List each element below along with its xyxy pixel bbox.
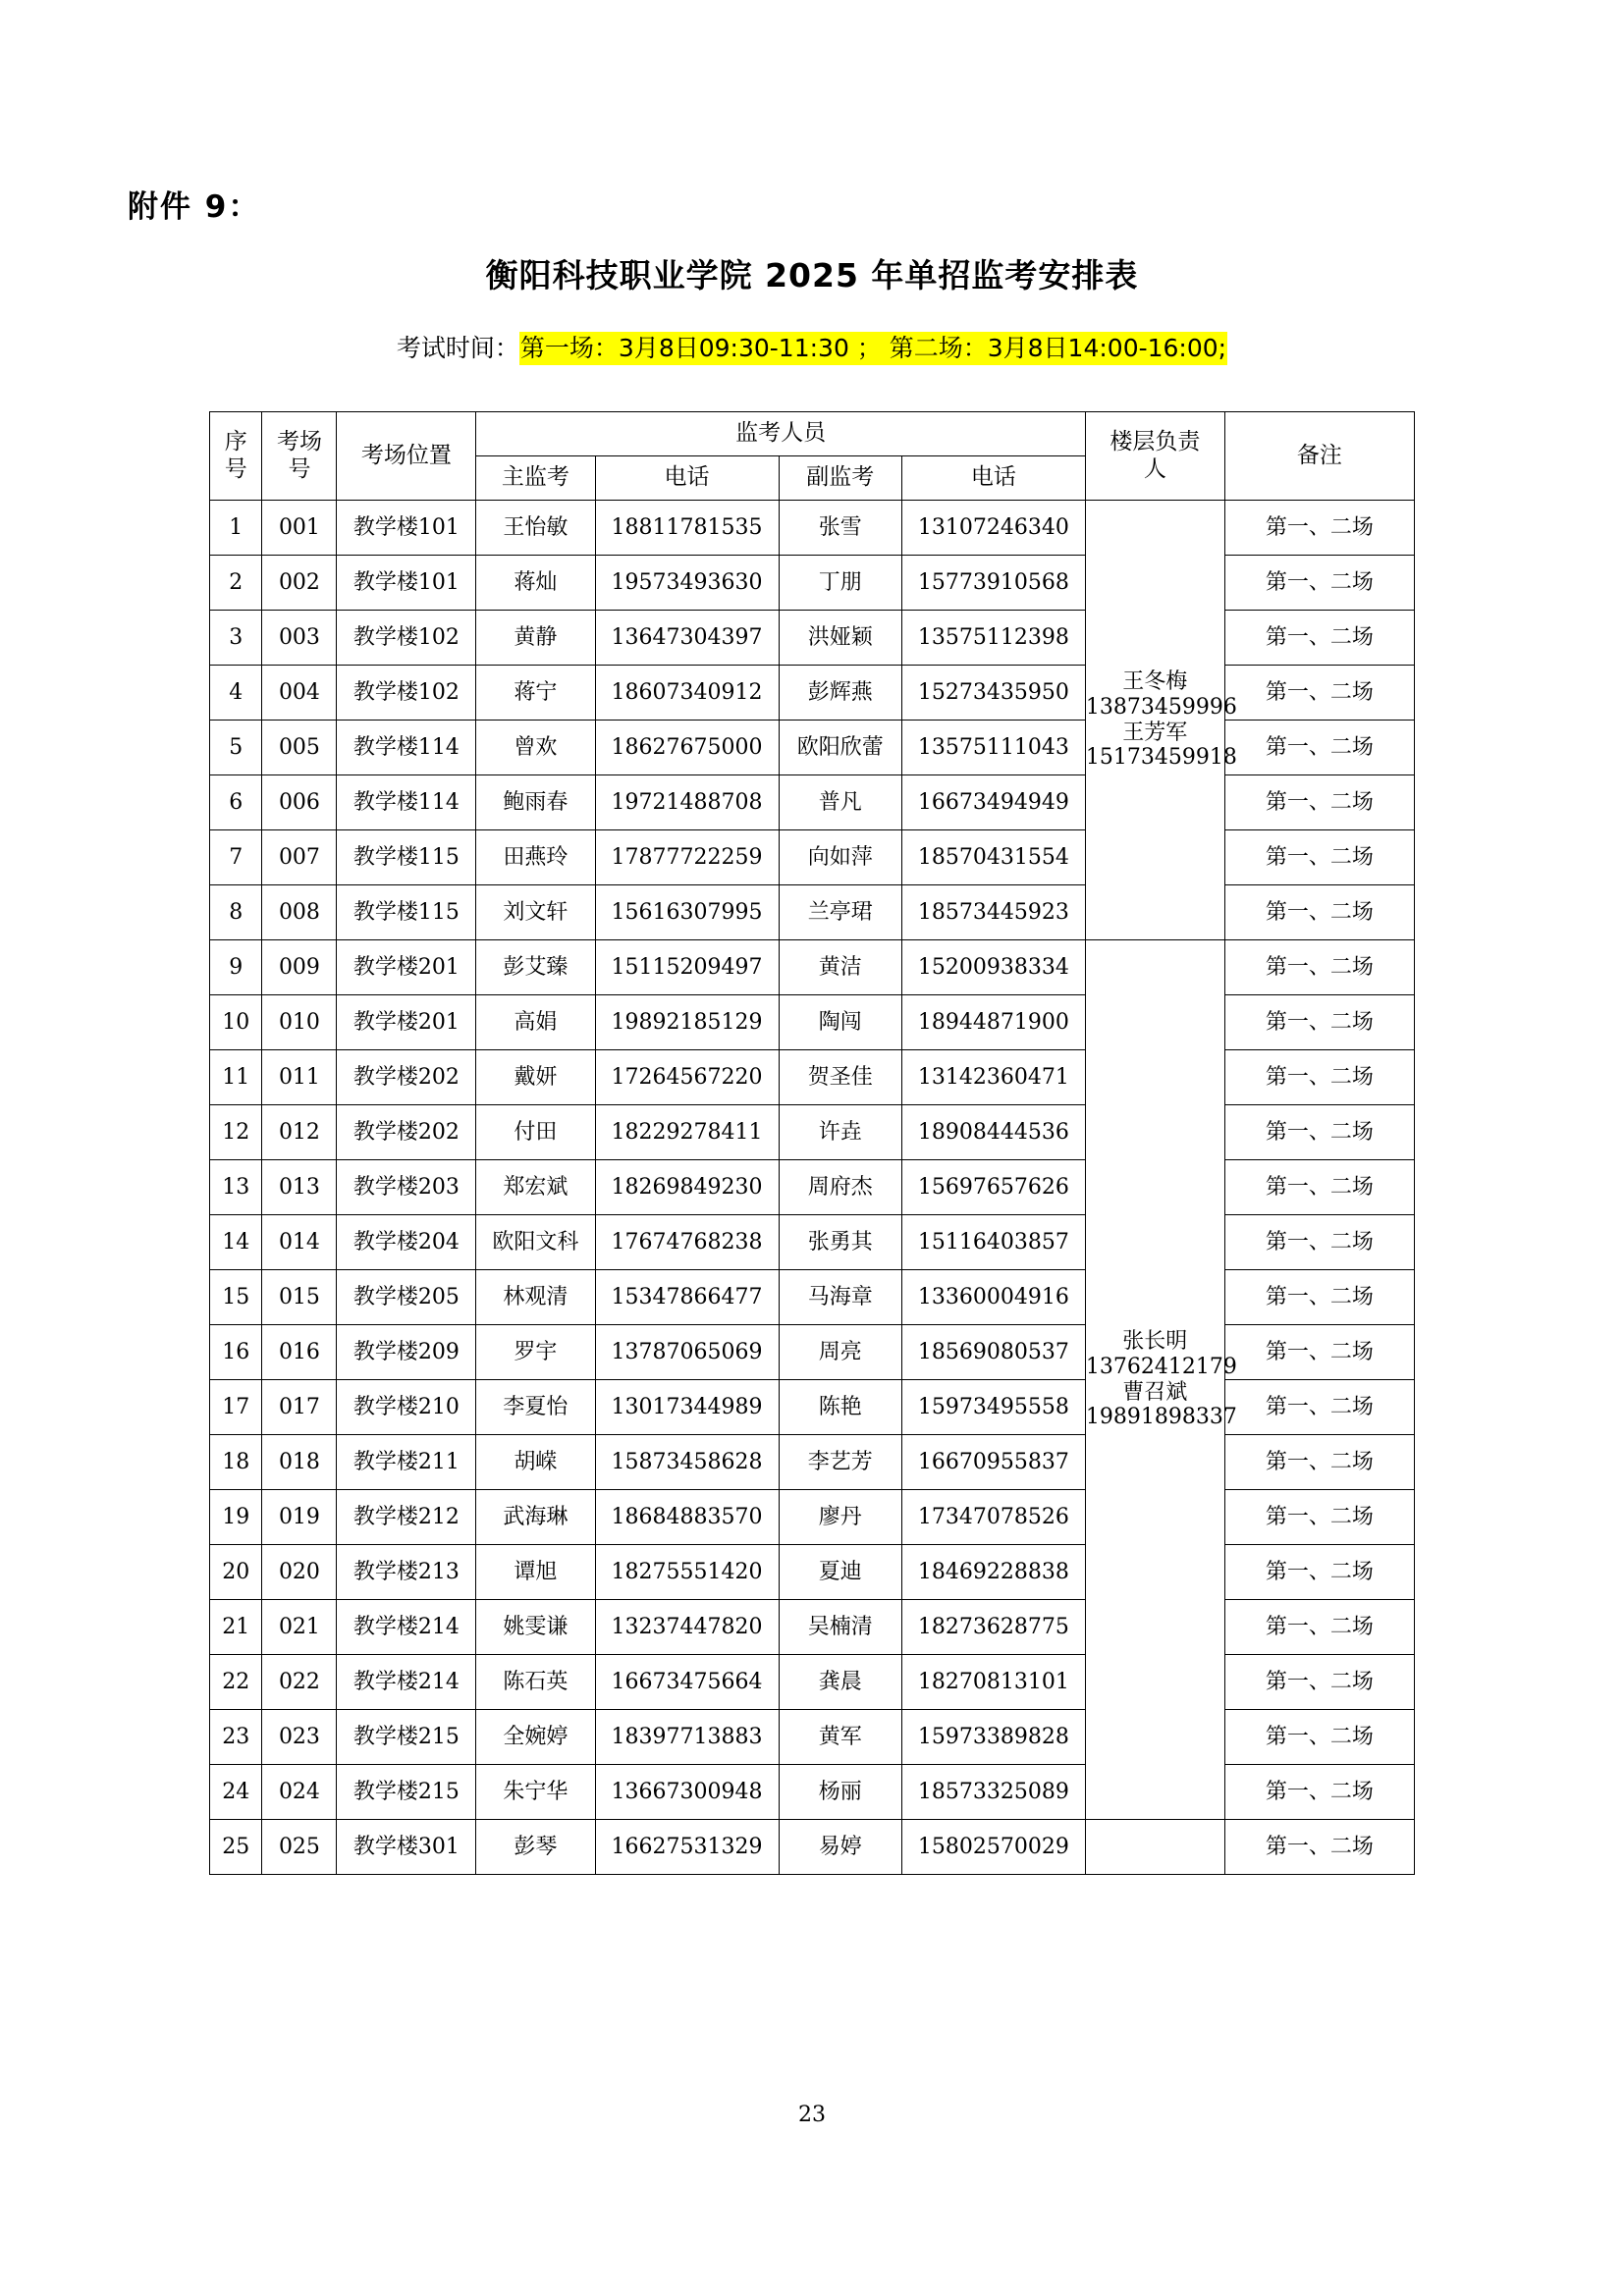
- cell-deputy-proctor: 陶闯: [779, 995, 901, 1050]
- cell-chief-proctor: 欧阳文科: [476, 1215, 595, 1270]
- cell-location: 教学楼202: [337, 1050, 476, 1105]
- cell-chief-phone: 19573493630: [595, 556, 779, 611]
- cell-room-number: 008: [262, 885, 337, 940]
- cell-deputy-proctor: 黄军: [779, 1710, 901, 1765]
- table-row: [210, 830, 1415, 885]
- cell-location: 教学楼203: [337, 1160, 476, 1215]
- cell-deputy-phone: 15973495558: [901, 1380, 1085, 1435]
- cell-chief-proctor: 彭琴: [476, 1820, 595, 1875]
- cell-deputy-phone: 18573325089: [901, 1765, 1085, 1820]
- cell-location: 教学楼201: [337, 940, 476, 995]
- cell-location: 教学楼211: [337, 1435, 476, 1490]
- cell-location: 教学楼101: [337, 501, 476, 556]
- header-chief-phone: 电话: [595, 456, 779, 501]
- cell-chief-phone: 13787065069: [595, 1325, 779, 1380]
- cell-location: 教学楼205: [337, 1270, 476, 1325]
- cell-chief-proctor: 李夏怡: [476, 1380, 595, 1435]
- cell-chief-phone: 18607340912: [595, 666, 779, 721]
- cell-chief-phone: 17674768238: [595, 1215, 779, 1270]
- cell-location: 教学楼209: [337, 1325, 476, 1380]
- header-floor-lead-line2: 人: [1143, 455, 1166, 482]
- cell-chief-phone: 18684883570: [595, 1490, 779, 1545]
- cell-chief-proctor: 陈石英: [476, 1655, 595, 1710]
- cell-remark: 第一、二场: [1224, 1710, 1414, 1765]
- table-row: [210, 775, 1415, 830]
- cell-location: 教学楼114: [337, 721, 476, 775]
- cell-chief-phone: 13667300948: [595, 1765, 779, 1820]
- table-row: [210, 1655, 1415, 1710]
- cell-chief-phone: 18627675000: [595, 721, 779, 775]
- cell-chief-phone: 15115209497: [595, 940, 779, 995]
- cell-room-number: 005: [262, 721, 337, 775]
- cell-chief-proctor: 姚雯谦: [476, 1600, 595, 1655]
- cell-remark: 第一、二场: [1224, 885, 1414, 940]
- cell-seq: 1: [210, 501, 262, 556]
- cell-room-number: 023: [262, 1710, 337, 1765]
- cell-seq: 2: [210, 556, 262, 611]
- table-row: [210, 1710, 1415, 1765]
- cell-chief-proctor: 鲍雨春: [476, 775, 595, 830]
- cell-seq: 7: [210, 830, 262, 885]
- cell-remark: 第一、二场: [1224, 830, 1414, 885]
- cell-chief-phone: 16673475664: [595, 1655, 779, 1710]
- exam-time-line: [0, 329, 1624, 364]
- cell-deputy-proctor: 夏迪: [779, 1545, 901, 1600]
- cell-chief-proctor: 田燕玲: [476, 830, 595, 885]
- cell-deputy-phone: 15697657626: [901, 1160, 1085, 1215]
- cell-chief-phone: 13017344989: [595, 1380, 779, 1435]
- cell-chief-proctor: 刘文轩: [476, 885, 595, 940]
- cell-deputy-proctor: 普凡: [779, 775, 901, 830]
- header-deputy-proctor: 副监考: [779, 456, 901, 501]
- cell-remark: 第一、二场: [1224, 1050, 1414, 1105]
- cell-deputy-proctor: 吴楠清: [779, 1600, 901, 1655]
- cell-seq: 3: [210, 611, 262, 666]
- cell-remark: 第一、二场: [1224, 775, 1414, 830]
- cell-room-number: 011: [262, 1050, 337, 1105]
- cell-deputy-proctor: 彭辉燕: [779, 666, 901, 721]
- cell-remark: 第一、二场: [1224, 1270, 1414, 1325]
- cell-remark: 第一、二场: [1224, 1765, 1414, 1820]
- cell-seq: 20: [210, 1545, 262, 1600]
- cell-deputy-phone: 15802570029: [901, 1820, 1085, 1875]
- cell-deputy-phone: 16670955837: [901, 1435, 1085, 1490]
- cell-room-number: 017: [262, 1380, 337, 1435]
- header-floor-lead-line1: 楼层负责: [1110, 429, 1201, 455]
- exam-time-highlight: 第一场：3月8日09:30-11:30 ； 第二场：3月8日14:00-16:00;: [519, 332, 1227, 365]
- cell-remark: 第一、二场: [1224, 1325, 1414, 1380]
- cell-deputy-proctor: 陈艳: [779, 1380, 901, 1435]
- cell-chief-proctor: 戴妍: [476, 1050, 595, 1105]
- cell-deputy-proctor: 黄洁: [779, 940, 901, 995]
- cell-deputy-proctor: 洪娅颖: [779, 611, 901, 666]
- cell-remark: 第一、二场: [1224, 666, 1414, 721]
- header-seq: [210, 412, 262, 501]
- cell-room-number: 016: [262, 1325, 337, 1380]
- table-header: [210, 412, 1415, 501]
- cell-deputy-phone: 17347078526: [901, 1490, 1085, 1545]
- table-row: [210, 1270, 1415, 1325]
- cell-deputy-proctor: 许垚: [779, 1105, 901, 1160]
- cell-location: 教学楼210: [337, 1380, 476, 1435]
- cell-room-number: 009: [262, 940, 337, 995]
- cell-seq: 10: [210, 995, 262, 1050]
- cell-floor-lead: [1085, 501, 1237, 940]
- cell-location: 教学楼114: [337, 775, 476, 830]
- table-row: [210, 1215, 1415, 1270]
- cell-deputy-phone: 18569080537: [901, 1325, 1085, 1380]
- cell-deputy-phone: 18908444536: [901, 1105, 1085, 1160]
- proctor-schedule-table: [209, 411, 1415, 1875]
- table-row: [210, 1490, 1415, 1545]
- cell-room-number: 001: [262, 501, 337, 556]
- cell-room-number: 022: [262, 1655, 337, 1710]
- cell-deputy-phone: 15773910568: [901, 556, 1085, 611]
- cell-chief-phone: 19892185129: [595, 995, 779, 1050]
- cell-deputy-proctor: 向如萍: [779, 830, 901, 885]
- cell-deputy-proctor: 李艺芳: [779, 1435, 901, 1490]
- cell-room-number: 003: [262, 611, 337, 666]
- cell-room-number: 019: [262, 1490, 337, 1545]
- cell-deputy-phone: 13360004916: [901, 1270, 1085, 1325]
- cell-location: 教学楼201: [337, 995, 476, 1050]
- cell-location: 教学楼301: [337, 1820, 476, 1875]
- table-row: [210, 1435, 1415, 1490]
- cell-chief-proctor: 王怡敏: [476, 501, 595, 556]
- cell-chief-phone: 16627531329: [595, 1820, 779, 1875]
- cell-chief-proctor: 郑宏斌: [476, 1160, 595, 1215]
- cell-chief-phone: 18269849230: [595, 1160, 779, 1215]
- floor-lead-name: 张长明: [1122, 1328, 1188, 1354]
- header-location: 考场位置: [337, 412, 476, 501]
- cell-remark: 第一、二场: [1224, 1600, 1414, 1655]
- cell-location: 教学楼115: [337, 885, 476, 940]
- cell-location: 教学楼212: [337, 1490, 476, 1545]
- cell-chief-proctor: 蒋灿: [476, 556, 595, 611]
- cell-seq: 24: [210, 1765, 262, 1820]
- cell-seq: 13: [210, 1160, 262, 1215]
- cell-room-number: 020: [262, 1545, 337, 1600]
- cell-chief-proctor: 谭旭: [476, 1545, 595, 1600]
- cell-chief-proctor: 胡嵘: [476, 1435, 595, 1490]
- cell-room-number: 025: [262, 1820, 337, 1875]
- cell-remark: 第一、二场: [1224, 1490, 1414, 1545]
- cell-deputy-phone: 18944871900: [901, 995, 1085, 1050]
- cell-seq: 14: [210, 1215, 262, 1270]
- cell-deputy-phone: 13575111043: [901, 721, 1085, 775]
- cell-remark: 第一、二场: [1224, 1655, 1414, 1710]
- cell-deputy-phone: 13107246340: [901, 501, 1085, 556]
- cell-seq: 16: [210, 1325, 262, 1380]
- cell-deputy-phone: 13575112398: [901, 611, 1085, 666]
- cell-remark: 第一、二场: [1224, 1545, 1414, 1600]
- table-row: [210, 1160, 1415, 1215]
- cell-room-number: 024: [262, 1765, 337, 1820]
- header-floor-lead: [1085, 412, 1224, 501]
- cell-location: 教学楼101: [337, 556, 476, 611]
- cell-chief-phone: 18275551420: [595, 1545, 779, 1600]
- cell-deputy-phone: 18273628775: [901, 1600, 1085, 1655]
- header-seq-line2: 号: [224, 455, 247, 482]
- attachment-label: 附件 9：: [128, 189, 261, 225]
- cell-seq: 15: [210, 1270, 262, 1325]
- cell-chief-proctor: 黄静: [476, 611, 595, 666]
- cell-deputy-proctor: 周亮: [779, 1325, 901, 1380]
- cell-deputy-proctor: 杨丽: [779, 1765, 901, 1820]
- cell-chief-phone: 18397713883: [595, 1710, 779, 1765]
- floor-lead-name: 曹召斌: [1122, 1379, 1188, 1405]
- cell-remark: 第一、二场: [1224, 1105, 1414, 1160]
- header-remark: 备注: [1224, 412, 1414, 501]
- cell-seq: 23: [210, 1710, 262, 1765]
- cell-floor-lead: [1085, 1820, 1224, 1875]
- cell-chief-proctor: 蒋宁: [476, 666, 595, 721]
- cell-room-number: 018: [262, 1435, 337, 1490]
- cell-deputy-phone: 18570431554: [901, 830, 1085, 885]
- cell-chief-proctor: 曾欢: [476, 721, 595, 775]
- cell-remark: 第一、二场: [1224, 1215, 1414, 1270]
- header-room-line1: 考场: [276, 429, 322, 455]
- cell-remark: 第一、二场: [1224, 556, 1414, 611]
- cell-seq: 5: [210, 721, 262, 775]
- cell-location: 教学楼213: [337, 1545, 476, 1600]
- cell-remark: 第一、二场: [1224, 1820, 1414, 1875]
- cell-floor-lead: [1085, 940, 1237, 1820]
- cell-remark: 第一、二场: [1224, 721, 1414, 775]
- cell-location: 教学楼215: [337, 1765, 476, 1820]
- table-row: [210, 1600, 1415, 1655]
- cell-room-number: 007: [262, 830, 337, 885]
- cell-seq: 8: [210, 885, 262, 940]
- cell-deputy-proctor: 张雪: [779, 501, 901, 556]
- cell-deputy-proctor: 龚晨: [779, 1655, 901, 1710]
- cell-seq: 22: [210, 1655, 262, 1710]
- cell-chief-proctor: 朱宁华: [476, 1765, 595, 1820]
- floor-lead-name: 王冬梅: [1122, 668, 1188, 694]
- cell-chief-phone: 13237447820: [595, 1600, 779, 1655]
- cell-deputy-proctor: 欧阳欣蕾: [779, 721, 901, 775]
- table-row: [210, 1105, 1415, 1160]
- cell-chief-phone: 17877722259: [595, 830, 779, 885]
- cell-location: 教学楼214: [337, 1655, 476, 1710]
- cell-chief-proctor: 彭艾臻: [476, 940, 595, 995]
- cell-chief-proctor: 高娟: [476, 995, 595, 1050]
- cell-remark: 第一、二场: [1224, 1435, 1414, 1490]
- floor-lead-phone: 15173459918: [1085, 745, 1237, 771]
- cell-seq: 4: [210, 666, 262, 721]
- cell-deputy-phone: 15116403857: [901, 1215, 1085, 1270]
- cell-room-number: 004: [262, 666, 337, 721]
- exam-time-label: 考试时间：: [396, 334, 519, 362]
- cell-seq: 11: [210, 1050, 262, 1105]
- cell-seq: 25: [210, 1820, 262, 1875]
- cell-remark: 第一、二场: [1224, 501, 1414, 556]
- table-row: [210, 995, 1415, 1050]
- cell-deputy-phone: 18573445923: [901, 885, 1085, 940]
- cell-room-number: 014: [262, 1215, 337, 1270]
- table-row: [210, 1820, 1415, 1875]
- cell-deputy-proctor: 廖丹: [779, 1490, 901, 1545]
- cell-chief-phone: 15347866477: [595, 1270, 779, 1325]
- page-title: 衡阳科技职业学院 2025 年单招监考安排表: [485, 256, 1139, 294]
- cell-deputy-phone: 15973389828: [901, 1710, 1085, 1765]
- floor-lead-phone: 13762412179: [1085, 1354, 1237, 1379]
- header-room-line2: 号: [288, 455, 311, 482]
- cell-remark: 第一、二场: [1224, 611, 1414, 666]
- table-row: [210, 940, 1415, 995]
- cell-chief-proctor: 林观清: [476, 1270, 595, 1325]
- cell-seq: 9: [210, 940, 262, 995]
- cell-chief-proctor: 罗宇: [476, 1325, 595, 1380]
- cell-room-number: 006: [262, 775, 337, 830]
- header-deputy-phone: 电话: [901, 456, 1085, 501]
- cell-seq: 6: [210, 775, 262, 830]
- cell-deputy-phone: 16673494949: [901, 775, 1085, 830]
- cell-location: 教学楼204: [337, 1215, 476, 1270]
- cell-seq: 18: [210, 1435, 262, 1490]
- cell-chief-phone: 15873458628: [595, 1435, 779, 1490]
- cell-deputy-phone: 18270813101: [901, 1655, 1085, 1710]
- cell-deputy-proctor: 张勇其: [779, 1215, 901, 1270]
- cell-chief-phone: 13647304397: [595, 611, 779, 666]
- cell-room-number: 002: [262, 556, 337, 611]
- table-row: [210, 1050, 1415, 1105]
- table-row: [210, 611, 1415, 666]
- cell-remark: 第一、二场: [1224, 1380, 1414, 1435]
- cell-deputy-phone: 18469228838: [901, 1545, 1085, 1600]
- cell-deputy-phone: 15273435950: [901, 666, 1085, 721]
- cell-room-number: 015: [262, 1270, 337, 1325]
- cell-location: 教学楼115: [337, 830, 476, 885]
- cell-location: 教学楼102: [337, 611, 476, 666]
- cell-deputy-proctor: 贺圣佳: [779, 1050, 901, 1105]
- cell-room-number: 013: [262, 1160, 337, 1215]
- cell-location: 教学楼215: [337, 1710, 476, 1765]
- cell-deputy-phone: 15200938334: [901, 940, 1085, 995]
- cell-chief-phone: 18229278411: [595, 1105, 779, 1160]
- table-body: [210, 501, 1415, 1875]
- table-row: [210, 556, 1415, 611]
- cell-seq: 17: [210, 1380, 262, 1435]
- cell-location: 教学楼214: [337, 1600, 476, 1655]
- cell-chief-proctor: 付田: [476, 1105, 595, 1160]
- cell-chief-phone: 18811781535: [595, 501, 779, 556]
- cell-seq: 21: [210, 1600, 262, 1655]
- cell-deputy-proctor: 马海章: [779, 1270, 901, 1325]
- cell-room-number: 021: [262, 1600, 337, 1655]
- table-row: [210, 885, 1415, 940]
- cell-room-number: 010: [262, 995, 337, 1050]
- cell-remark: 第一、二场: [1224, 1160, 1414, 1215]
- header-seq-line1: 序: [224, 429, 247, 455]
- table-row: [210, 1765, 1415, 1820]
- cell-remark: 第一、二场: [1224, 940, 1414, 995]
- cell-deputy-proctor: 易婷: [779, 1820, 901, 1875]
- header-proctors-group: 监考人员: [476, 412, 1086, 456]
- header-chief-proctor: 主监考: [476, 456, 595, 501]
- cell-room-number: 012: [262, 1105, 337, 1160]
- cell-chief-proctor: 武海琳: [476, 1490, 595, 1545]
- floor-lead-phone: 19891898337: [1085, 1405, 1237, 1430]
- cell-location: 教学楼102: [337, 666, 476, 721]
- cell-deputy-proctor: 周府杰: [779, 1160, 901, 1215]
- cell-deputy-proctor: 丁朋: [779, 556, 901, 611]
- cell-seq: 12: [210, 1105, 262, 1160]
- table-row: [210, 501, 1415, 556]
- cell-chief-phone: 17264567220: [595, 1050, 779, 1105]
- cell-location: 教学楼202: [337, 1105, 476, 1160]
- cell-seq: 19: [210, 1490, 262, 1545]
- header-room-number: [262, 412, 337, 501]
- cell-chief-phone: 19721488708: [595, 775, 779, 830]
- floor-lead-name: 王芳军: [1122, 720, 1188, 745]
- cell-chief-phone: 15616307995: [595, 885, 779, 940]
- cell-chief-proctor: 全婉婷: [476, 1710, 595, 1765]
- page-number: 23: [798, 2103, 826, 2127]
- cell-deputy-phone: 13142360471: [901, 1050, 1085, 1105]
- cell-deputy-proctor: 兰亭珺: [779, 885, 901, 940]
- cell-remark: 第一、二场: [1224, 995, 1414, 1050]
- table-row: [210, 1545, 1415, 1600]
- header-row-1: [210, 412, 1415, 456]
- floor-lead-phone: 13873459996: [1085, 694, 1237, 720]
